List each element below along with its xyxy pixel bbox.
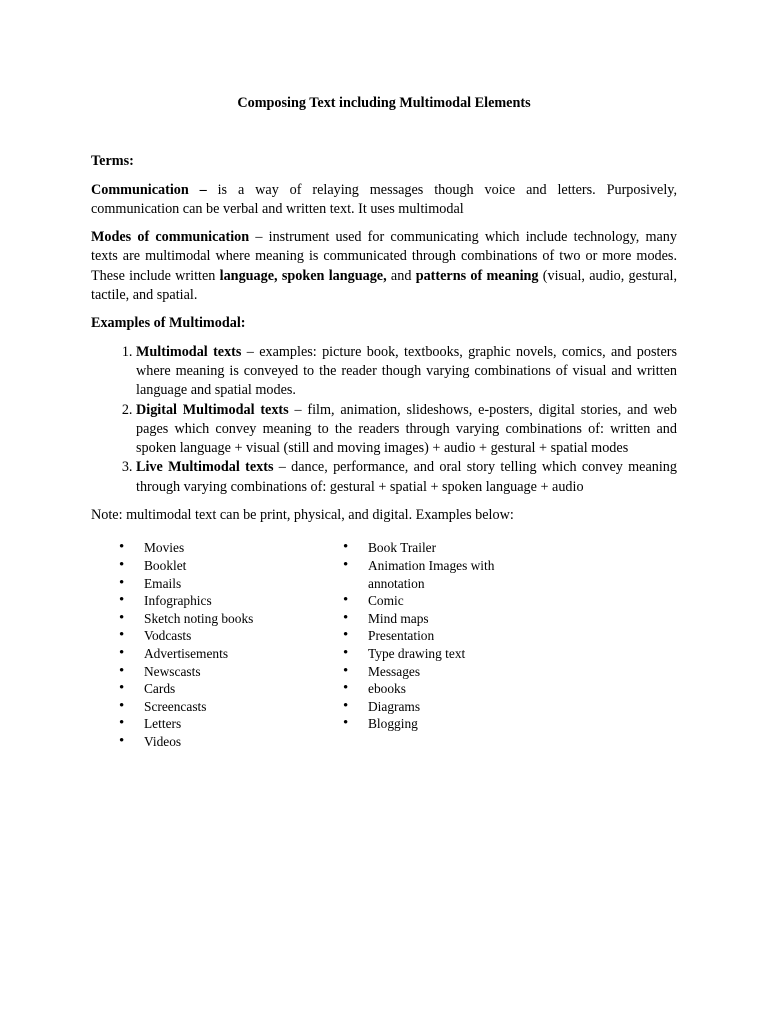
examples-list [91,343,677,497]
modes-text-1: – instrument used for communicating which include technology, many texts are multimodal where meaning is communicated through combinations of two or more modes. These include written [91,229,677,284]
example-item [136,401,677,459]
modes-bold-2: patterns of meaning [415,267,539,284]
list-item [119,645,343,663]
terms-heading: Terms: [91,153,134,170]
bullet-icon: • [343,662,349,679]
example-text: – film, animation, slideshows, e-posters, digital stories, and web pages which convey meaning to the readers through varying combinations of: written and spoken language + visual (still and moving images) + audio + gestural + spatial modes [136,401,678,457]
example-item [136,343,677,401]
bullet-icon: • [343,556,349,573]
note-text: Note: multimodal text can be print, physical, and digital. Examples below: [91,507,514,524]
document-title: Composing Text including Multimodal Elements [237,95,531,111]
list-item-label: Cards [144,681,176,697]
list-item-label: Blogging [368,716,418,732]
list-item [119,663,343,681]
list-item [119,557,343,575]
bullet-icon: • [119,697,125,714]
example-term: Live Multimodal texts [136,459,274,476]
example-text: – dance, performance, and oral story telling which convey meaning through varying combinations of: gestural + spatial + spoken language + audio [136,459,677,495]
bullet-icon: • [343,697,349,714]
list-item [343,539,543,557]
list-item-label: Emails [144,575,182,591]
bullet-icon: • [343,680,349,697]
list-item [119,539,343,557]
list-item [119,627,343,645]
list-item [119,575,343,593]
list-item [343,627,543,645]
example-term: Digital Multimodal texts [136,401,289,418]
modes-text-3: (visual, audio, gestural, tactile, and spatial. [91,267,678,304]
list-item-label: Vodcasts [144,628,192,644]
bullet-columns [91,539,677,750]
list-item-label: Booklet [144,557,187,573]
modes-bold-1: language, spoken language, [219,267,387,284]
bullet-icon: • [119,715,125,732]
list-item [119,733,343,751]
list-item-label: Book Trailer [368,540,437,556]
list-item [343,592,543,610]
bullet-icon: • [119,592,125,609]
list-item [343,680,543,698]
bullet-icon: • [119,644,125,661]
modes-term: Modes of communication [91,229,250,246]
list-item-label: Infographics [144,593,212,609]
list-item [343,715,543,733]
list-item [119,592,343,610]
bullet-icon: • [343,644,349,661]
bullet-icon: • [119,732,125,749]
bullet-icon: • [343,592,349,609]
list-item [119,715,343,733]
list-item [343,610,543,628]
list-item [343,645,543,663]
bullet-icon: • [343,539,349,556]
example-item [136,458,677,497]
list-item-label: Messages [368,663,421,679]
modes-text-2: and [386,267,416,284]
list-item-label: Sketch noting books [144,610,254,626]
communication-text: is a way of relaying messages though voice and letters. Purposively, communication can be verbal and written text. It uses multimodal [91,181,677,217]
list-item-label: Diagrams [368,698,421,714]
list-item-label: ebooks [368,681,406,697]
list-item-label: Animation Images with annotation [368,557,495,591]
list-item [343,698,543,716]
list-item-label: Comic [368,593,404,609]
example-text: – examples: picture book, textbooks, graphic novels, comics, and posters where meaning is conveyed to the reader though varying combinations of visual and written language and spatial modes. [136,343,678,399]
list-item-label: Movies [144,540,185,556]
bullet-icon: • [343,627,349,644]
list-item [119,698,343,716]
communication-definition [91,181,677,220]
communication-term: Communication – [91,181,207,198]
list-item-label: Newscasts [144,663,201,679]
example-term: Multimodal texts [136,343,242,360]
list-item-label: Videos [144,733,182,749]
modes-definition [91,228,677,305]
left-bullet-list [119,539,343,750]
bullet-icon: • [119,627,125,644]
list-item-label: Type drawing text [368,645,466,661]
bullet-icon: • [119,574,125,591]
bullet-icon: • [119,662,125,679]
bullet-icon: • [119,539,125,556]
list-item-label: Screencasts [144,698,207,714]
list-item [119,680,343,698]
bullet-icon: • [119,609,125,626]
list-item-label: Mind maps [368,610,429,626]
bullet-icon: • [343,715,349,732]
bullet-icon: • [119,556,125,573]
right-bullet-list [343,539,543,750]
list-item [343,663,543,681]
list-item [119,610,343,628]
bullet-icon: • [343,609,349,626]
bullet-icon: • [119,680,125,697]
list-item-label: Letters [144,716,182,732]
list-item-label: Presentation [368,628,435,644]
list-item-label: Advertisements [144,645,229,661]
examples-heading: Examples of Multimodal: [91,315,246,332]
list-item [343,557,543,592]
